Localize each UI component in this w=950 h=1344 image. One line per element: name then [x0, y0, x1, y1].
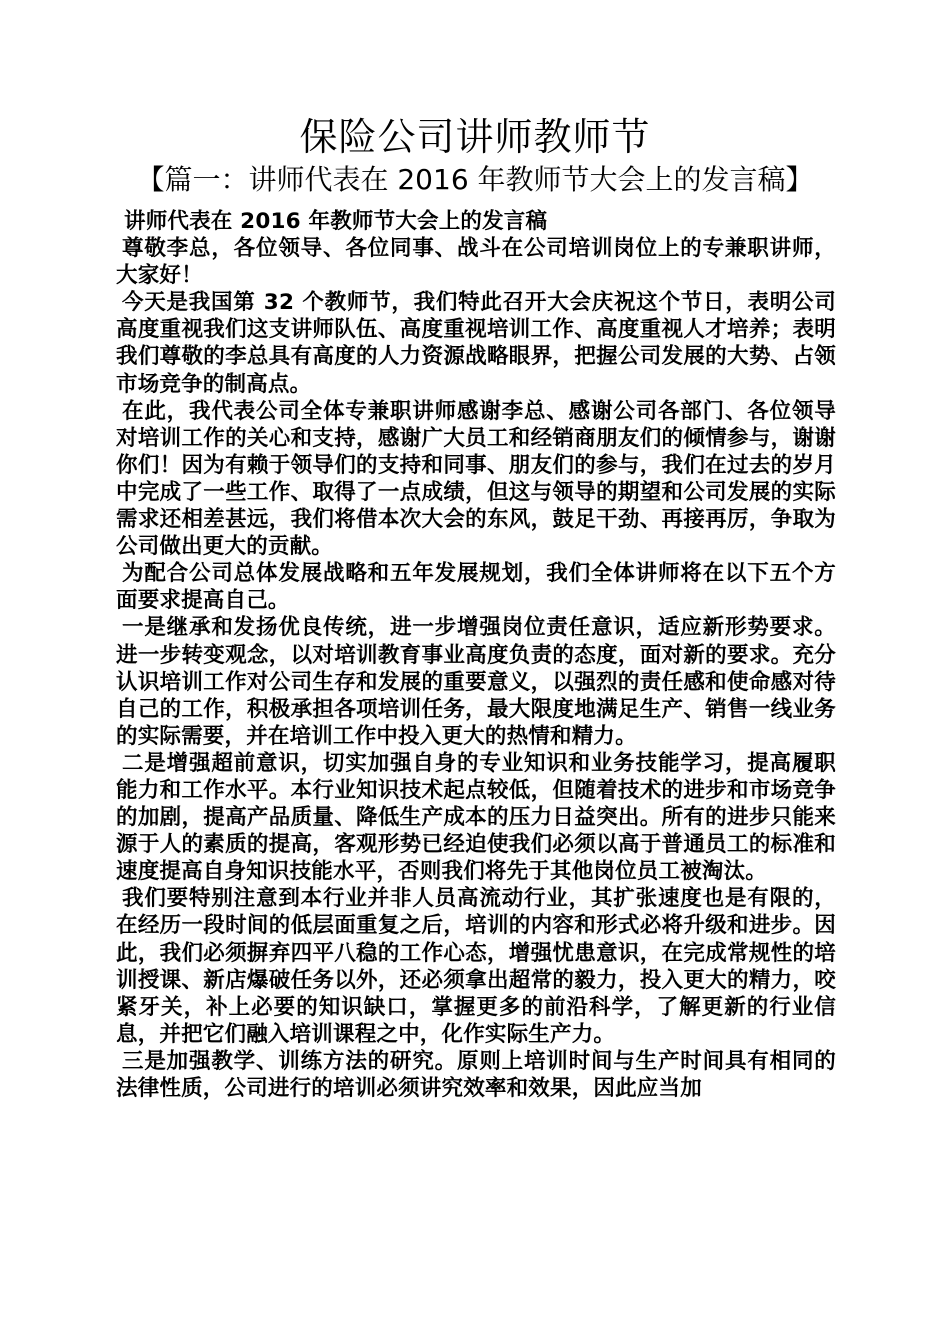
document-title: 保险公司讲师教师节: [299, 115, 651, 159]
paragraph-goal-one: 一是继承和发扬优良传统，进一步增强岗位责任意识，适应新形势要求。进一步转变观念，以对培训教育事业高度负责的态度，面对新的要求。充分认识培训工作对公司生存和发展的重要意义，以强烈的责任感和使命感对待自己的工作，积极承担各项培训任务，最大限度地满足生产、销售一线业务的实际需要，并在培训工作中投入更大的热情和精力。: [116, 615, 836, 749]
speech-heading: 讲师代表在 2016 年教师节大会上的发言稿: [124, 209, 548, 234]
paragraph-goal-two: 二是增强超前意识，切实加强自身的专业知识和业务技能学习，提高履职能力和工作水平。本行业知识技术起点较低，但随着技术的进步和市场竞争的加剧，提高产品质量、降低生产成本的压力日益突出。所有的进步只能来源于人的素质的提高，客观形势已经迫使我们必须以高于普通员工的标准和速度提高自身知识技能水平，否则我们将先于其他岗位员工被淘汰。: [116, 750, 836, 885]
paragraph-intro-goals: 为配合公司总体发展战略和五年发展规划，我们全体讲师将在以下五个方面要求提高自己。: [116, 561, 836, 614]
document-body: [116, 208, 836, 1102]
paragraph-greeting: 尊敬李总，各位领导、各位同事、战斗在公司培训岗位上的专兼职讲师，大家好！: [116, 236, 836, 289]
paragraph-thanks: 在此，我代表公司全体专兼职讲师感谢李总、感谢公司各部门、各位领导对培训工作的关心和支持，感谢广大员工和经销商朋友们的倾情参与，谢谢你们！因为有赖于领导们的支持和同事、朋友们的参与，我们在过去的岁月中完成了一些工作、取得了一点成绩，但这与领导的期望和公司发展的实际需求还相差甚远，我们将借本次大会的东风，鼓足干劲、再接再厉，争取为公司做出更大的贡献。: [116, 398, 836, 560]
paragraph-opening: 今天是我国第 32 个教师节，我们特此召开大会庆祝这个节日，表明公司高度重视我们这支讲师队伍、高度重视培训工作、高度重视人才培养；表明我们尊敬的李总具有高度的人力资源战略眼界，把握公司发展的大势、占领市场竞争的制高点。: [116, 290, 836, 397]
paragraph-industry-note: 我们要特别注意到本行业并非人员高流动行业，其扩张速度也是有限的，在经历一段时间的低层面重复之后，培训的内容和形式必将升级和进步。因此，我们必须摒弃四平八稳的工作心态，增强忧患意识，在完成常规性的培训授课、新店爆破任务以外，还必须拿出超常的毅力，投入更大的精力，咬紧牙关，补上必要的知识缺口，掌握更多的前沿科学，了解更新的行业信息，并把它们融入培训课程之中，化作实际生产力。: [116, 886, 836, 1047]
document-subtitle: 【篇一：讲师代表在 2016 年教师节大会上的发言稿】: [136, 163, 814, 196]
paragraph-goal-three: 三是加强教学、训练方法的研究。原则上培训时间与生产时间具有相同的法律性质，公司进行的培训必须讲究效率和效果，因此应当加: [116, 1048, 836, 1101]
